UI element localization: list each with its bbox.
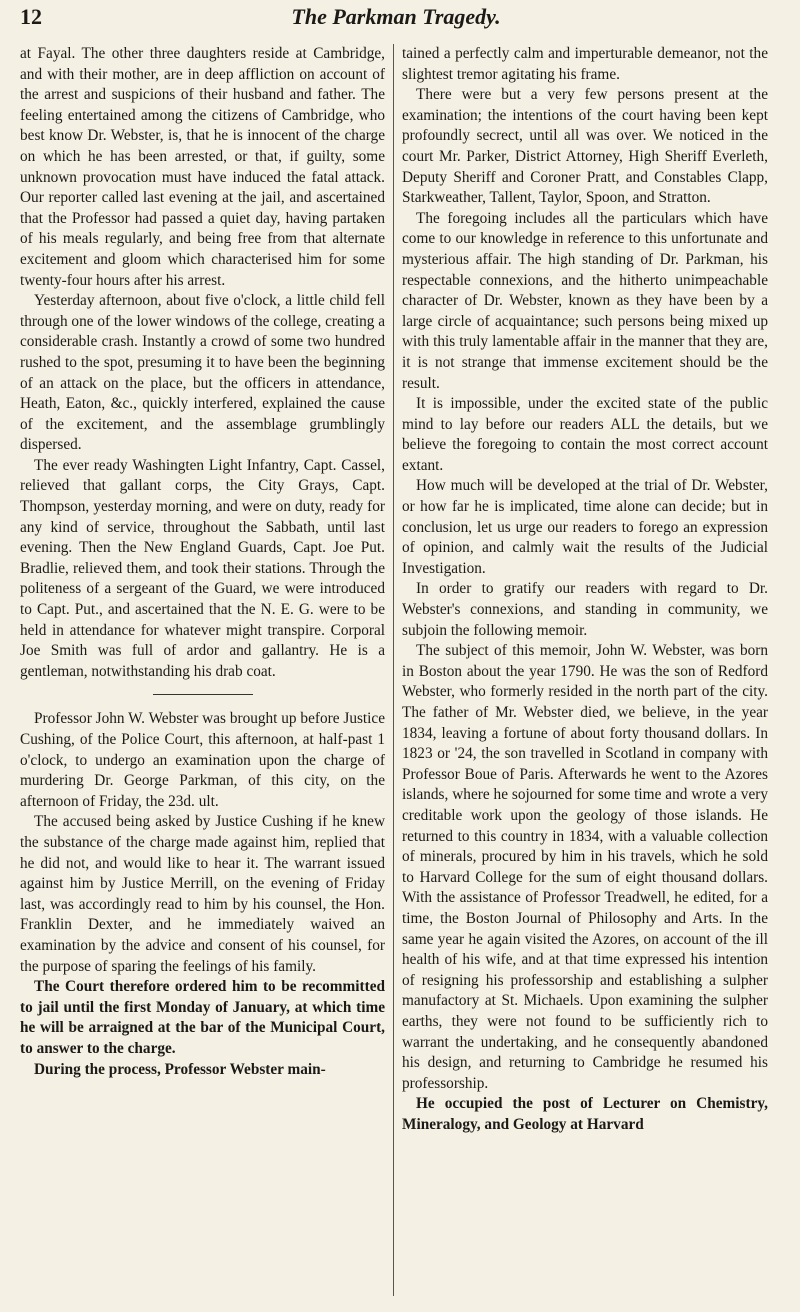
paragraph: During the process, Professor Webster main- [34,1060,326,1078]
paragraph: The subject of this memoir, John W. Webster, was born in Boston about the year 1790. He was the son of Redford Webster, who formerly resided in the north part of the city. The father of Mr. Webster died, we believe, in the year 1834, leaving a fortune of about forty thousand dollars. In 1823 or '24, the son travelled in Scotland in company with Professor Boue of Paris. Afterwards he went to the Azores islands, where he sojourned for some time and wrote a very creditable work upon the geology of those islands. He returned to this country in 1834, with a valuable collection of minerals, procured by him in his travels, which he sold to Harvard College for the sum of eight thousand dollars. With the assistance of Professor Treadwell, he edited, for a time, the Boston Journal of Philosophy and Arts. In the same year he again visited the Azores, on account of the ill health of his wife, and at that time expressed his intention of resigning his professorship and establishing a sulpher manufactory at St. Michaels. Upon examining the sulpher earths, they were not found to be sufficiently rich to warrant the undertaking, and he consequently abandoned his design, and returning to Cambridge he resumed his professorship. [402,642,768,1092]
page-header [20,4,772,32]
section-divider [153,694,253,695]
paragraph: at Fayal. The other three daughters reside at Cambridge, and with their mother, are in deep affliction on account of the arrest and suspicions of their husband and father. The feeling entertained among the citizens of Cambridge, who best know Dr. Webster, is, that he is innocent of the charge on which he has been arrested, or that, if guilty, some unknown provocation must have induced the fatal attack. Our reporter called last evening at the jail, and ascertained that the Professor had passed a quiet day, having partaken of his meals regularly, and being free from that alternate excitement and gloom which characterised him for some twenty-four hours after his arrest. [20,45,385,289]
right-column [394,44,768,1296]
paragraph: There were but a very few persons present at the examination; the intentions of the court having been kept profoundly secrect, until all was over. We noticed in the court Mr. Parker, District Attorney, High Sheriff Everleth, Deputy Sheriff and Coroner Pratt, and Constables Clapp, Starkweather, Tallent, Taylor, Spoon, and Stratton. [402,86,768,207]
paragraph: In order to gratify our readers with regard to Dr. Webster's connexions, and standing in community, we subjoin the following memoir. [402,580,768,639]
paragraph: How much will be developed at the trial of Dr. Webster, or how far he is implicated, time alone can decide; but in conclusion, let us urge our readers to forego an expression of opinion, and calmly wait the results of the Judicial Investigation. [402,477,768,577]
paragraph: The Court therefore ordered him to be recommitted to jail until the first Monday of January, at which time he will be arraigned at the bar of the Municipal Court, to answer to the charge. [20,978,385,1057]
paragraph: Yesterday afternoon, about five o'clock, a little child fell through one of the lower windows of the college, creating a considerable crash. Instantly a crowd of some two hundred rushed to the spot, presuming it to have been the beginning of an attack on the place, but the officers in attendance, Heath, Eaton, &c., quickly interfered, explained the cause of the excitement, and the assemblage grumblingly dispersed. [20,292,385,454]
left-column [20,44,394,1296]
paragraph: The foregoing includes all the particulars which have come to our knowledge in reference to this unfortunate and mysterious affair. The high standing of Dr. Parkman, his respectable connexions, and the hitherto unimpeachable character of Dr. Webster, known as they have been by a large circle of acquaintance; such persons being mixed up with this truly lamentable affair in the manner that they are, it is not strange that immense excitement should be the result. [402,209,768,392]
paragraph: tained a perfectly calm and imperturable demeanor, not the slightest tremor agitating his frame. [402,45,768,83]
paragraph: He occupied the post of Lecturer on Chemistry, Mineralogy, and Geology at Harvard [402,1095,768,1133]
paragraph: The ever ready Washingten Light Infantry, Capt. Cassel, relieved that gallant corps, the City Grays, Capt. Thompson, yesterday morning, and were on duty, ready for any kind of service, throughout the Sabbath, until last evening. Then the New England Guards, Capt. Joe Put. Bradlie, relieved them, and took their stations. Through the politeness of a sergeant of the Guard, we were introduced to Capt. Put., and ascertained that the N. E. G. were to be held in attendance for whatever might transpire. Corporal Joe Smith was full of ardor and gallantry. He is a gentleman, notwithstanding his drab coat. [20,456,385,680]
paragraph: It is impossible, under the excited state of the public mind to lay before our readers ALL the details, but we believe the foregoing to contain the most correct account extant. [402,395,768,474]
running-title: The Parkman Tragedy. [291,4,501,29]
paragraph: Professor John W. Webster was brought up before Justice Cushing, of the Police Court, this afternoon, at half-past 1 o'clock, to undergo an examination upon the charge of murdering Dr. George Parkman, of this city, on the afternoon of Friday, the 23d. ult. [20,710,385,810]
text-columns [20,44,768,1296]
paragraph: The accused being asked by Justice Cushing if he knew the substance of the charge made against him, replied that he did not, and would like to hear it. The warrant issued against him by Justice Merrill, on the evening of Friday last, was accordingly read to him by his counsel, the Hon. Franklin Dexter, and he immediately waived an examination by the advice and consent of his counsel, for the purpose of sparing the feelings of his family. [20,813,385,975]
page-number: 12 [20,4,42,29]
